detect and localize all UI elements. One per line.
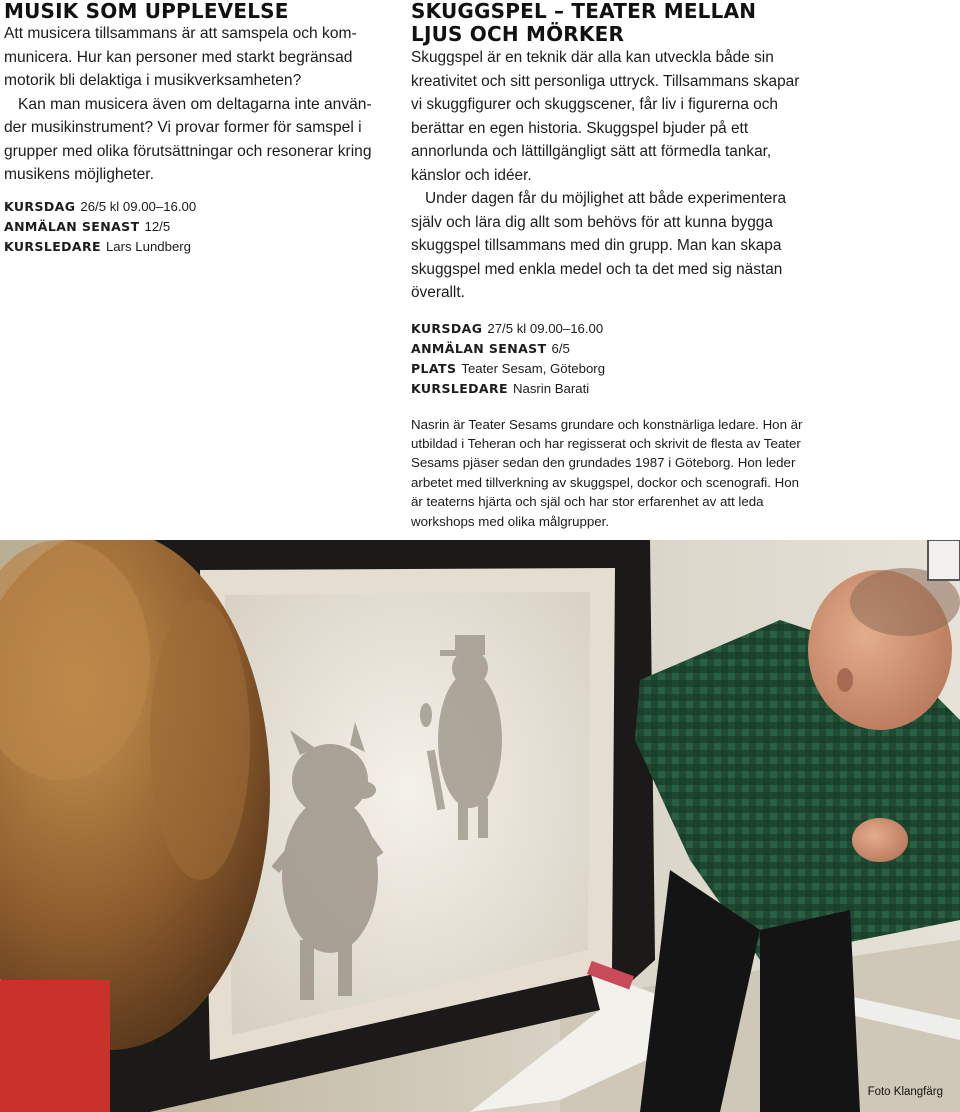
meta-value: 26/5 kl 09.00–16.00 <box>80 198 197 214</box>
article-title: MUSIK SOM UPPLEVELSE <box>4 0 289 23</box>
meta-label: KURSDAG <box>4 198 76 214</box>
article-title <box>411 0 811 46</box>
photo-illustration <box>0 540 960 1112</box>
course-date <box>411 319 811 339</box>
paragraph: Att musicera tillsammans är att samspela och kommunicera. Hur kan personer med starkt begränsad motorik bli delaktiga i musikverksamheten? <box>4 25 357 89</box>
meta-label: PLATS <box>411 360 457 376</box>
meta-value: Teater Sesam, Göteborg <box>461 360 606 376</box>
meta-label: ANMÄLAN SENAST <box>4 218 140 234</box>
bio-text: Nasrin är Teater Sesams grundare och konstnärliga ledare. Hon är utbildad i Teheran och har regisserat och skrivit de flesta av Teater Sesams pjäser sedan den grundades 1987 i Göteborg. Hon leder arbetet med tillverkning av skuggspel, dockor och scenografi. Hon är teaterns hjärta och själ och har stor erfarenhet av att leda workshops med olika målgrupper. <box>411 416 803 529</box>
article-skuggspel <box>411 0 811 531</box>
paragraph: Under dagen får du möjlighet att både experimentera själv och lära dig allt som behövs för att kunna bygga skuggspel tillsammans med din grupp. Man kan skapa skuggspel med enkla medel och ta det med sig nästan överallt. <box>411 190 787 301</box>
photo-credit: Foto Klangfärg <box>867 1086 943 1098</box>
meta-value: 27/5 kl 09.00–16.00 <box>487 320 604 336</box>
article-body <box>411 46 811 305</box>
meta-label: ANMÄLAN SENAST <box>411 340 547 356</box>
meta-value: Lars Lundberg <box>105 238 192 254</box>
course-info <box>4 197 384 257</box>
title-line: SKUGGSPEL – TEATER MELLAN <box>411 0 757 23</box>
meta-label: KURSDAG <box>411 320 483 336</box>
course-leader <box>4 237 384 257</box>
article-musik <box>4 0 384 257</box>
meta-value: 12/5 <box>144 218 171 234</box>
course-info <box>411 319 811 399</box>
course-date <box>4 197 384 217</box>
meta-label: KURSLEDARE <box>411 380 508 396</box>
meta-value: 6/5 <box>551 340 570 356</box>
meta-label: KURSLEDARE <box>4 238 101 254</box>
leader-bio <box>411 415 811 531</box>
title-line: LJUS OCH MÖRKER <box>411 22 625 46</box>
course-location <box>411 359 811 379</box>
registration-deadline <box>411 339 811 359</box>
paragraph: Skuggspel är en teknik där alla kan utveckla både sin kreativitet och sitt personliga uttryck. Tillsammans skapar vi skuggfigurer och skuggscener, får liv i figurerna och berättar en egen historia. Skuggspel bjuder på ett annorlunda och lättillgängligt sätt att förmedla tankar, känslor och idéer. <box>411 49 800 184</box>
meta-value: Nasrin Barati <box>512 380 590 396</box>
course-leader <box>411 379 811 399</box>
article-body <box>4 22 384 187</box>
shadow-play-photo <box>0 540 960 1112</box>
registration-deadline <box>4 217 384 237</box>
paragraph: Kan man musicera även om deltagarna inte använder musikinstrument? Vi provar former för samspel i grupper med olika förutsättningar och resonerar kring musikens möjligheter. <box>4 95 372 183</box>
